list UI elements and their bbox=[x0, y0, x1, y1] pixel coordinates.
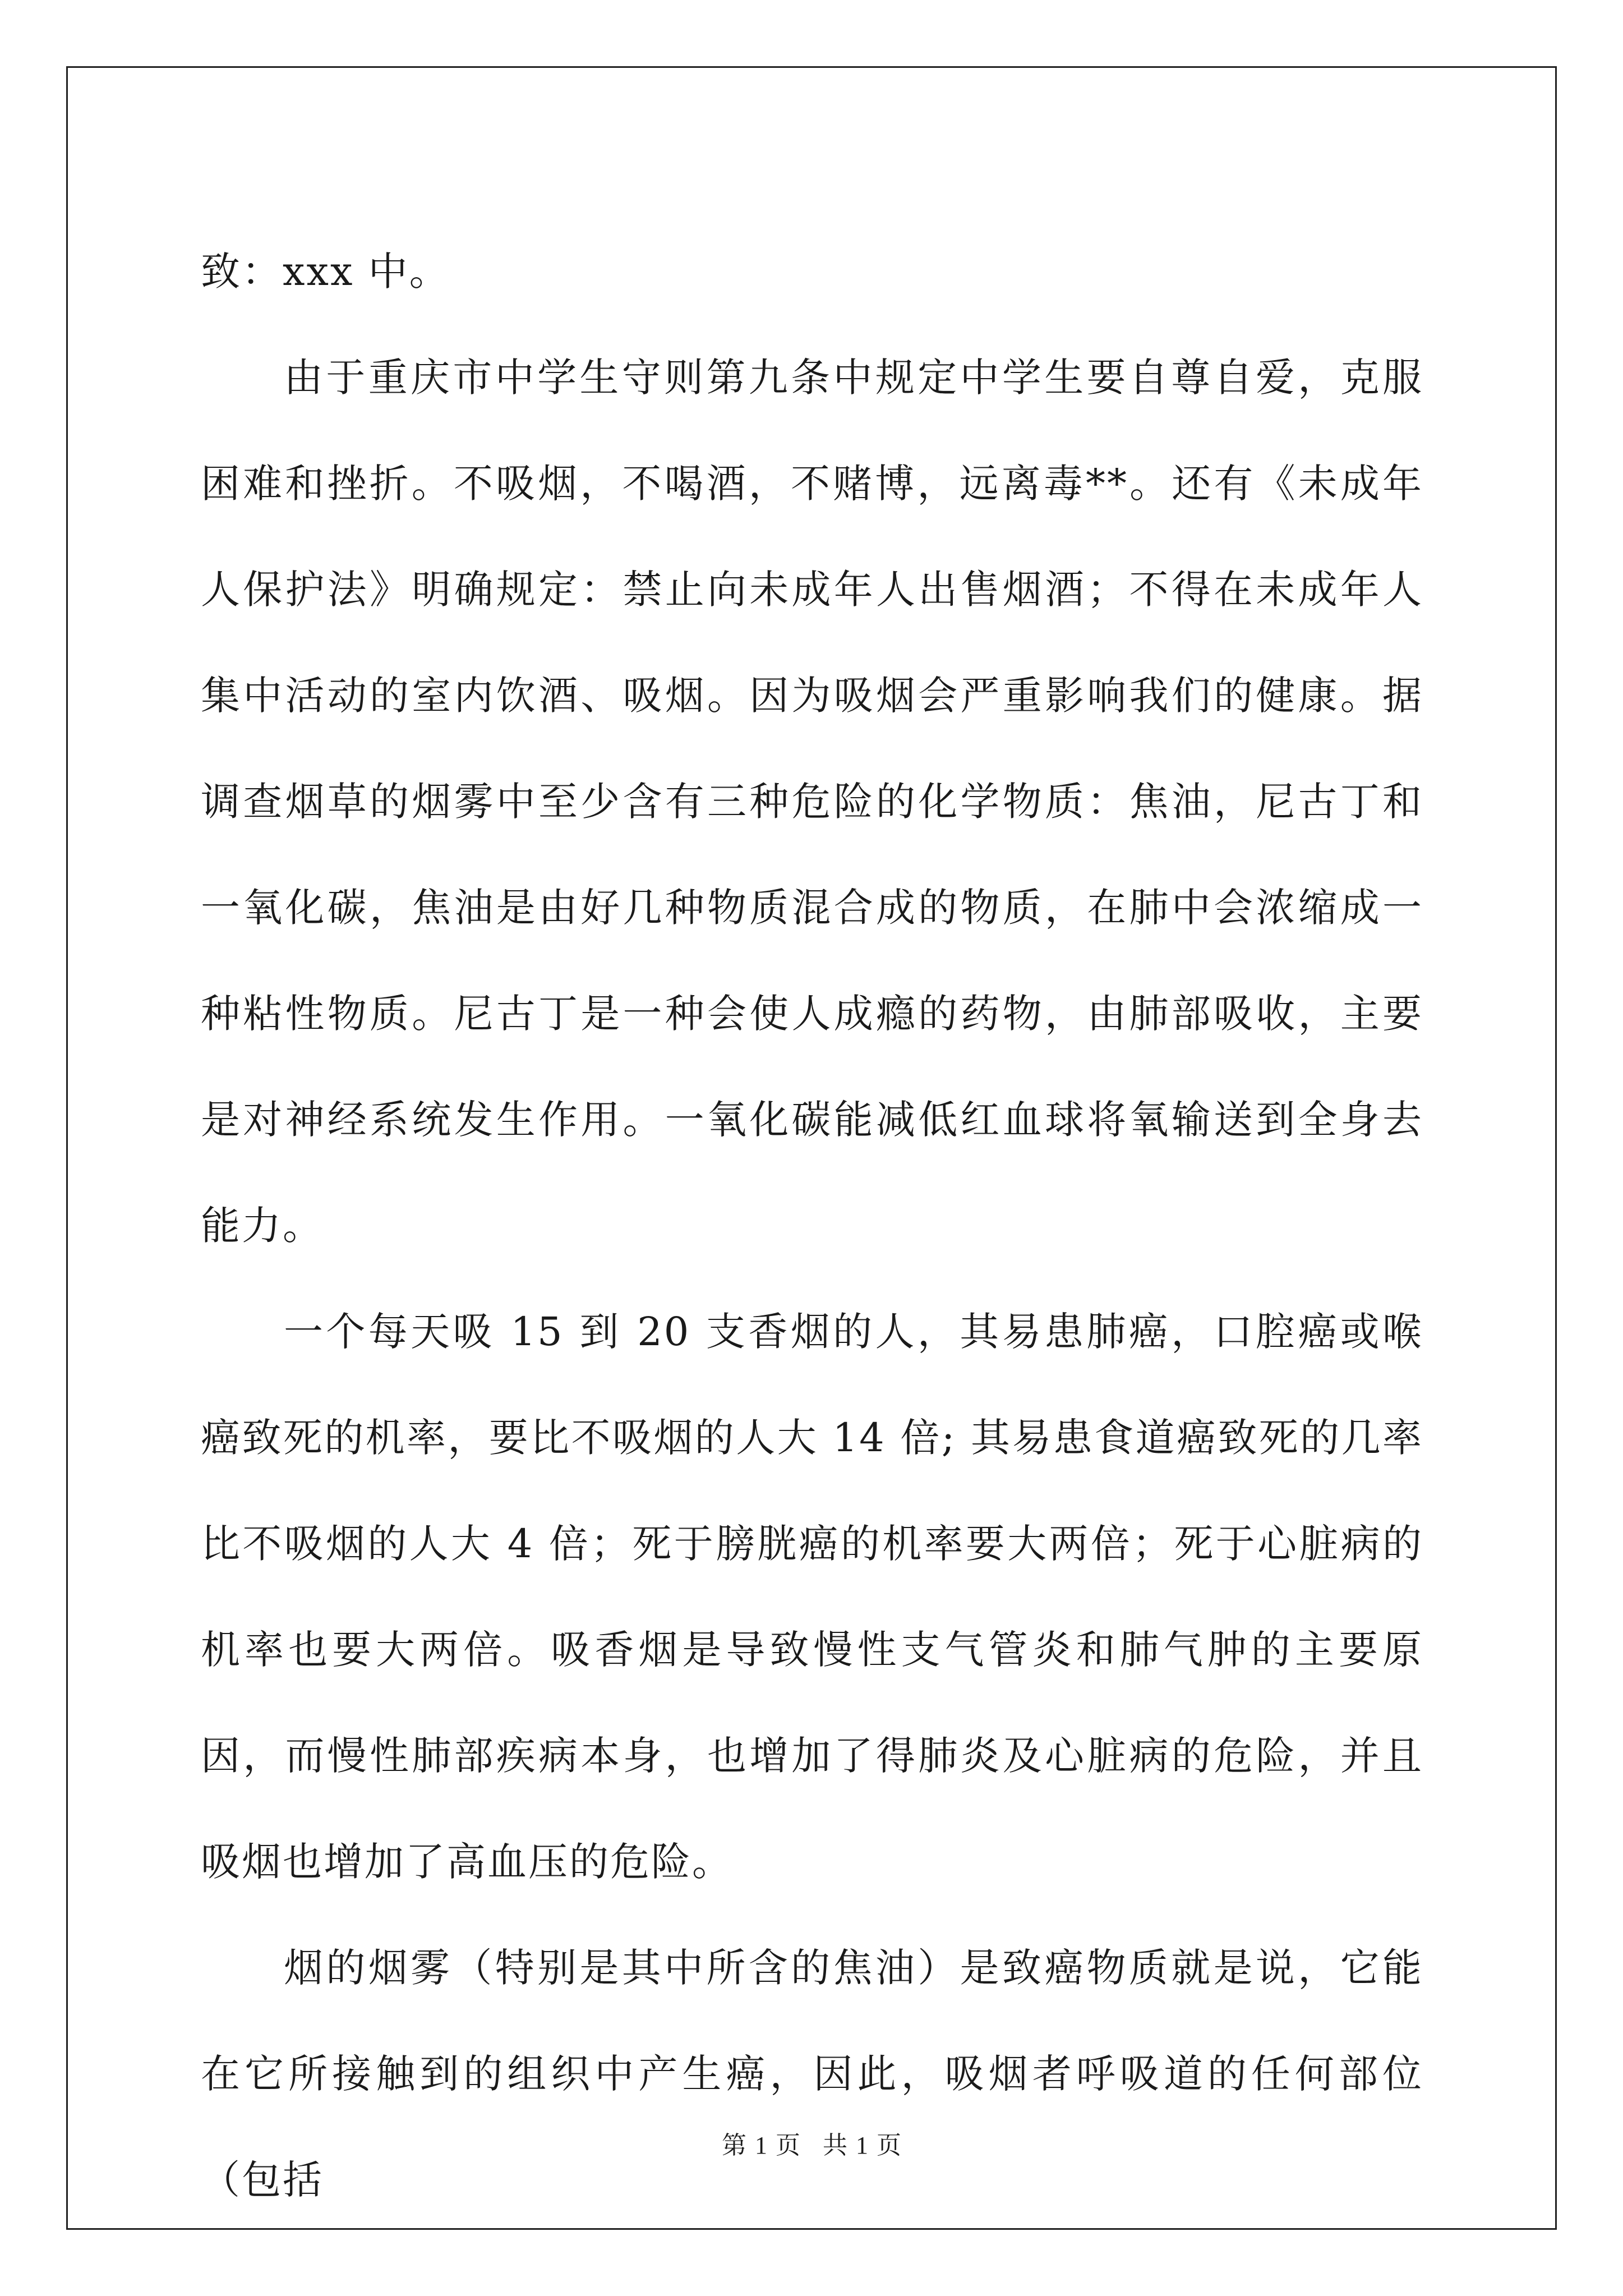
page-footer bbox=[0, 2125, 1623, 2161]
paragraph-3: 烟的烟雾（特别是其中所含的焦油）是致癌物质就是说，它能在它所接触到的组织中产生癌，因此，吸烟者呼吸道的任何部位（包括 bbox=[201, 1945, 1423, 2203]
page-number-total: 共 1 页 bbox=[823, 2132, 901, 2159]
paragraph-2: 一个每天吸 15 到 20 支香烟的人，其易患肺癌，口腔癌或喉癌致死的机率，要比不吸烟的人大 14 倍; 其易患食道癌致死的几率比不吸烟的人大 4 倍；死于膀胱癌的机率要大两倍；死于心脏病的机率也要大两倍。吸香烟是导致慢性支气管炎和肺气肿的主要原因，而慢性肺部疾病本身，也增加了得肺炎及心脏病的危险，并且吸烟也增加了高血压的危险。 bbox=[201, 1309, 1423, 1885]
page-number-current: 第 1 页 bbox=[722, 2132, 800, 2159]
paragraph-1: 由于重庆市中学生守则第九条中规定中学生要自尊自爱，克服困难和挫折。不吸烟，不喝酒，不赌博，远离毒**。还有《未成年人保护法》明确规定：禁止向未成年人出售烟酒；不得在未成年人集中活动的室内饮酒、吸烟。因为吸烟会严重影响我们的健康。据调查烟草的烟雾中至少含有三种危险的化学物质：焦油，尼古丁和一氧化碳，焦油是由好几种物质混合成的物质，在肺中会浓缩成一种粘性物质。尼古丁是一种会使人成瘾的药物，由肺部吸收，主要是对神经系统发生作用。一氧化碳能减低红血球将氧输送到全身去能力。 bbox=[201, 355, 1423, 1249]
document-body bbox=[201, 219, 1423, 2233]
salutation: 致：xxx 中。 bbox=[201, 249, 450, 295]
